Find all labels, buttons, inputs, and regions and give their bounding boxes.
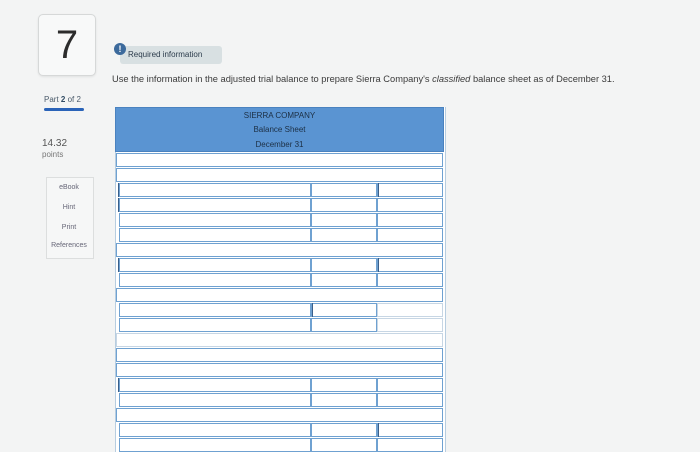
dropdown-marker xyxy=(312,303,313,317)
amount-input[interactable] xyxy=(311,213,377,227)
print-button[interactable]: Print xyxy=(61,224,77,231)
sheet-title: Balance Sheet xyxy=(253,125,306,134)
account-name-input[interactable] xyxy=(119,423,311,437)
dropdown-marker xyxy=(378,258,379,272)
points-label: points xyxy=(42,150,64,159)
subsection-heading-input[interactable] xyxy=(116,363,443,377)
balance-sheet-header xyxy=(115,107,444,152)
amount-input[interactable] xyxy=(311,318,377,332)
amount-input[interactable] xyxy=(311,423,377,437)
amount-input[interactable] xyxy=(311,183,377,197)
instructions-text: Use the information in the adjusted trial balance to prepare Sierra Company's classified balance sheet as of December 31. xyxy=(112,74,615,84)
amount-input[interactable] xyxy=(311,273,377,287)
subtotal-row-input[interactable] xyxy=(116,288,443,302)
part-indicator xyxy=(44,95,81,104)
references-button[interactable]: References xyxy=(51,242,87,249)
part-of: of 2 xyxy=(67,95,81,104)
required-information-label: Required information xyxy=(128,50,203,59)
total-input[interactable] xyxy=(377,303,443,317)
section-heading-input[interactable] xyxy=(116,153,443,167)
part-label: Part xyxy=(44,95,59,104)
dropdown-marker xyxy=(378,183,379,197)
total-input[interactable] xyxy=(377,213,443,227)
account-name-input[interactable] xyxy=(119,378,311,392)
part-current: 2 xyxy=(60,95,66,104)
amount-input[interactable] xyxy=(311,303,377,317)
part-progress-bar xyxy=(44,108,84,111)
amount-input[interactable] xyxy=(311,258,377,272)
amount-input[interactable] xyxy=(311,198,377,212)
subtotal-row-input[interactable] xyxy=(116,408,443,422)
question-number: 7 xyxy=(38,14,96,76)
total-input[interactable] xyxy=(377,198,443,212)
spacer-row xyxy=(116,333,443,347)
total-input[interactable] xyxy=(377,318,443,332)
account-name-input[interactable] xyxy=(119,393,311,407)
total-input[interactable] xyxy=(377,273,443,287)
company-name: SIERRA COMPANY xyxy=(243,111,316,120)
account-name-input[interactable] xyxy=(119,198,311,212)
dropdown-marker xyxy=(378,423,379,437)
dropdown-marker xyxy=(118,183,119,197)
amount-input[interactable] xyxy=(311,438,377,452)
account-name-input[interactable] xyxy=(119,213,311,227)
total-input[interactable] xyxy=(377,438,443,452)
account-name-input[interactable] xyxy=(119,273,311,287)
section-heading-input[interactable] xyxy=(116,348,443,362)
total-input[interactable] xyxy=(377,183,443,197)
account-name-input[interactable] xyxy=(119,438,311,452)
hint-button[interactable]: Hint xyxy=(62,204,76,211)
account-name-input[interactable] xyxy=(119,258,311,272)
account-name-input[interactable] xyxy=(119,318,311,332)
total-input[interactable] xyxy=(377,378,443,392)
sheet-date: December 31 xyxy=(255,140,304,149)
alert-icon: ! xyxy=(114,43,126,55)
account-name-input[interactable] xyxy=(119,228,311,242)
dropdown-marker xyxy=(118,198,119,212)
dropdown-marker xyxy=(118,378,119,392)
total-input[interactable] xyxy=(377,258,443,272)
amount-input[interactable] xyxy=(311,378,377,392)
points-value: 14.32 xyxy=(42,138,68,149)
required-information-tab[interactable] xyxy=(120,46,222,64)
total-input[interactable] xyxy=(377,228,443,242)
total-input[interactable] xyxy=(377,393,443,407)
total-input[interactable] xyxy=(377,423,443,437)
account-name-input[interactable] xyxy=(119,303,311,317)
account-name-input[interactable] xyxy=(119,183,311,197)
amount-input[interactable] xyxy=(311,228,377,242)
ebook-button[interactable]: eBook xyxy=(59,184,79,191)
dropdown-marker xyxy=(118,258,119,272)
subsection-heading-input[interactable] xyxy=(116,168,443,182)
section-heading-input[interactable] xyxy=(116,243,443,257)
amount-input[interactable] xyxy=(311,393,377,407)
